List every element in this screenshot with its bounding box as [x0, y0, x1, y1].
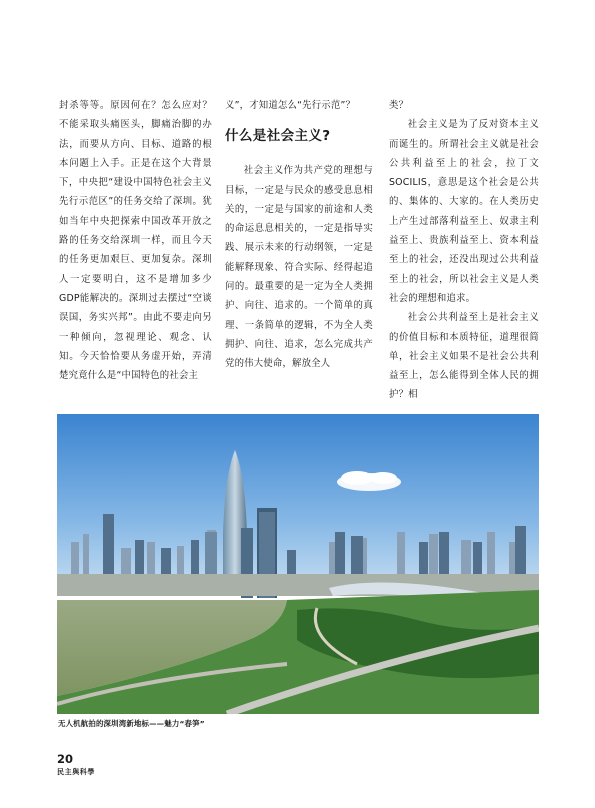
paragraph: 社会主义是为了反对资本主义而诞生的。所谓社会主义就是社会公共利益至上的社会，拉丁文SOCILIS，意思是这个社会是公共的、集体的、大家的。在人类历史上产生过部落利益至上、奴隶主利益至上、贵族利益至上、资本利益至上的社会，还没出现过公共利益至上的社会，所以社会主义是人类社会的理想和追求。	[389, 119, 539, 304]
paragraph: 社会公共利益至上是社会主义的价值目标和本质特征，道理很简单，社会主义如果不是社会公共利益至上，怎么能得到全体人民的拥护？相	[389, 312, 539, 401]
section-heading: 什么是社会主义?	[225, 128, 331, 145]
article-column-1	[59, 96, 212, 385]
paragraph: 封杀等等。原因何在？怎么应对？不能采取头痛医头，脚痛治脚的办法，而要从方向、目标、道路的根本问题上入手。正是在这个大背景下，中央把“建设中国特色社会主义先行示范区”的任务交给了深圳。犹如当年中央把探索中国改革开放之路的任务交给深圳一样，而且今天的任务更加艰巨、更加复杂。深圳人一定要明白，这不是增加多少GDP能解决的。深圳过去摆过“空谈误国，务实兴邦”。由此不要走向另一种倾向，忽视理论、观念、认知。今天恰恰要从务虚开始，弄清楚究竟什么是“中国特色的社会主	[59, 100, 212, 382]
paragraph: 社会主义作为共产党的理想与目标，一定是与民众的感受息息相关的，一定是与国家的前途和人类的命运息息相关的，一定是指导实践、展示未来的行动纲领，一定是能解释现象、符合实际、经得起追问的。最重要的是一定为全人类拥护、向往、追求的。一个简单的真理、一条简单的逻辑，不为全人类拥护、向往、追求，怎么完成共产党的伟大使命，解放全人	[225, 165, 373, 370]
photo-caption: 无人机航拍的深圳湾新地标——魅力“春笋”	[58, 719, 205, 728]
paragraph-continuation: 类？	[389, 100, 409, 111]
magazine-name: 民主與科學	[57, 768, 95, 776]
page-number: 20	[57, 752, 74, 766]
paragraph-continuation: 义”，才知道怎么“先行示范”？	[225, 100, 356, 111]
city-skyline-photo	[57, 414, 539, 714]
article-column-3	[389, 96, 539, 405]
article-column-2	[225, 96, 373, 374]
